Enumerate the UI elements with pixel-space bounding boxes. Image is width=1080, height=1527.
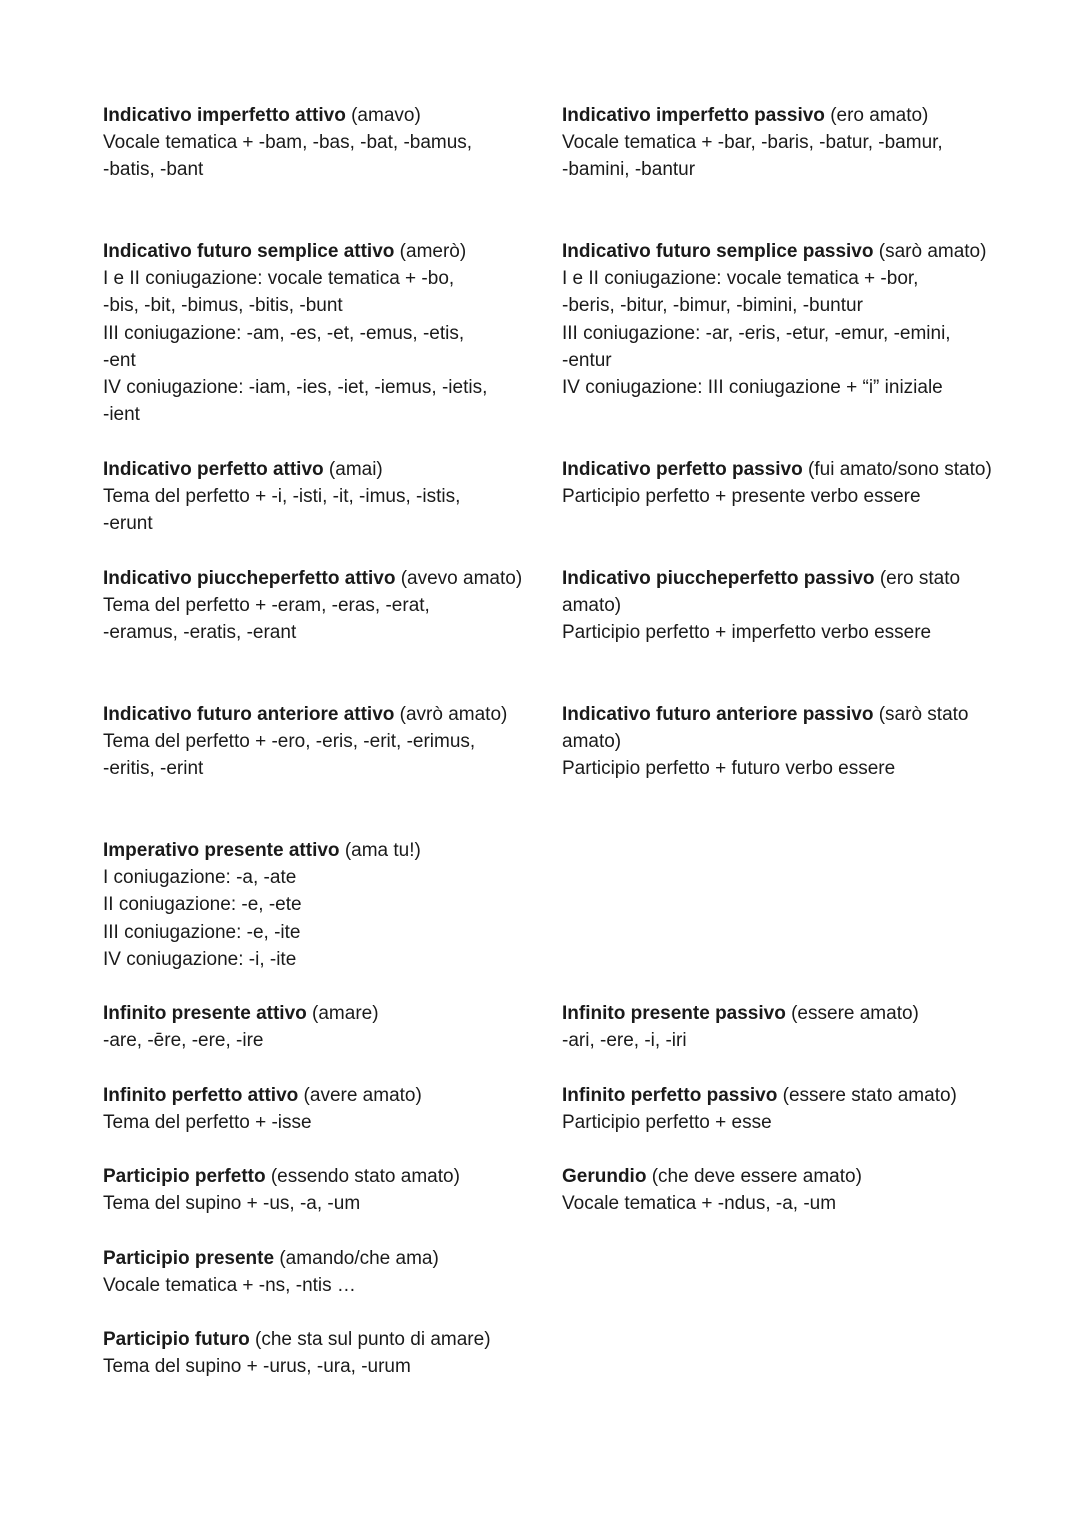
entry-ind-piuccheperfetto-passivo: Indicativo piuccheperfetto passivo (ero stato amato) Participio perfetto + imperfetto verbo essere xyxy=(562,565,992,647)
entry-imperativo-presente-attivo: Imperativo presente attivo (ama tu!) I coniugazione: -a, -ate II coniugazione: -e, -ete III coniugazione: -e, -ite IV coniugazione: -i, -ite xyxy=(103,837,533,973)
entry-heading: Indicativo piuccheperfetto attivo (avevo amato) xyxy=(103,568,523,589)
entry-heading: Indicativo futuro anteriore attivo (avrò amato) xyxy=(103,704,508,725)
entry-participio-perfetto: Participio perfetto (essendo stato amato) Tema del supino + -us, -a, -um xyxy=(103,1163,533,1217)
entry-ind-piuccheperfetto-attivo: Indicativo piuccheperfetto attivo (avevo amato) Tema del perfetto + -eram, -eras, -erat, -eramus, -eratis, -erant xyxy=(103,565,533,647)
entry-ind-futuro-semplice-attivo: Indicativo futuro semplice attivo (amerò) I e II coniugazione: vocale tematica + -bo, -bis, -bit, -bimus, -bitis, -bunt III coniugazione: -am, -es, -et, -emus, -etis, -ent IV coniugazione: -iam, -ies, -iet, -iemus, -ietis, -ient xyxy=(103,238,533,428)
entry-ind-imperfetto-attivo: Indicativo imperfetto attivo (amavo) Vocale tematica + -bam, -bas, -bat, -bamus, -batis, -bant xyxy=(103,102,533,184)
entry-heading: Participio presente (amando/che ama) xyxy=(103,1248,439,1269)
entry-ind-perfetto-attivo: Indicativo perfetto attivo (amai) Tema del perfetto + -i, -isti, -it, -imus, -istis, -erunt xyxy=(103,456,533,538)
entry-inf-perfetto-passivo: Infinito perfetto passivo (essere stato amato) Participio perfetto + esse xyxy=(562,1082,992,1136)
entry-ind-futuro-anteriore-passivo: Indicativo futuro anteriore passivo (sarò stato amato) Participio perfetto + futuro verbo essere xyxy=(562,701,992,783)
entry-inf-perfetto-attivo: Infinito perfetto attivo (avere amato) Tema del perfetto + -isse xyxy=(103,1082,533,1136)
entry-heading: Indicativo futuro semplice attivo (amerò) xyxy=(103,241,467,262)
entry-heading: Participio futuro (che sta sul punto di amare) xyxy=(103,1329,491,1350)
entry-heading: Indicativo perfetto attivo (amai) xyxy=(103,459,383,480)
entry-heading: Participio perfetto (essendo stato amato) xyxy=(103,1166,460,1187)
entry-heading: Infinito presente passivo (essere amato) xyxy=(562,1003,919,1024)
entry-heading: Indicativo futuro semplice passivo (sarò amato) xyxy=(562,241,987,262)
entry-inf-presente-passivo: Infinito presente passivo (essere amato) -ari, -ere, -i, -iri xyxy=(562,1000,992,1054)
entry-ind-imperfetto-passivo: Indicativo imperfetto passivo (ero amato) Vocale tematica + -bar, -baris, -batur, -bamur, -bamini, -bantur xyxy=(562,102,992,184)
entry-heading: Infinito perfetto passivo (essere stato amato) xyxy=(562,1085,957,1106)
entry-inf-presente-attivo: Infinito presente attivo (amare) -are, -ēre, -ere, -ire xyxy=(103,1000,533,1054)
entry-ind-futuro-anteriore-attivo: Indicativo futuro anteriore attivo (avrò amato) Tema del perfetto + -ero, -eris, -erit, -erimus, -eritis, -erint xyxy=(103,701,533,783)
entry-heading: Indicativo perfetto passivo (fui amato/sono stato) xyxy=(562,459,992,480)
entry-participio-futuro: Participio futuro (che sta sul punto di amare) Tema del supino + -urus, -ura, -urum xyxy=(103,1326,533,1380)
entry-heading: Imperativo presente attivo (ama tu!) xyxy=(103,840,421,861)
entry-ind-futuro-semplice-passivo: Indicativo futuro semplice passivo (sarò amato) I e II coniugazione: vocale tematica + -bor, -beris, -bitur, -bimur, -bimini, -buntur III coniugazione: -ar, -eris, -etur, -emur, -emini, -entur IV coniugazione: III coniugazione + “i” iniziale xyxy=(562,238,992,401)
entry-heading: Indicativo imperfetto attivo (amavo) xyxy=(103,105,421,126)
entry-heading: Indicativo piuccheperfetto passivo (ero stato amato) xyxy=(562,568,961,617)
entry-heading: Infinito presente attivo (amare) xyxy=(103,1003,379,1024)
entry-heading: Indicativo futuro anteriore passivo (sarò stato amato) xyxy=(562,704,969,753)
entry-ind-perfetto-passivo: Indicativo perfetto passivo (fui amato/sono stato) Participio perfetto + presente verbo essere xyxy=(562,456,992,510)
entry-participio-presente: Participio presente (amando/che ama) Vocale tematica + -ns, -ntis … xyxy=(103,1245,533,1299)
entry-heading: Indicativo imperfetto passivo (ero amato) xyxy=(562,105,929,126)
entry-heading: Gerundio (che deve essere amato) xyxy=(562,1166,862,1187)
entry-gerundio: Gerundio (che deve essere amato) Vocale tematica + -ndus, -a, -um xyxy=(562,1163,992,1217)
entry-heading: Infinito perfetto attivo (avere amato) xyxy=(103,1085,422,1106)
